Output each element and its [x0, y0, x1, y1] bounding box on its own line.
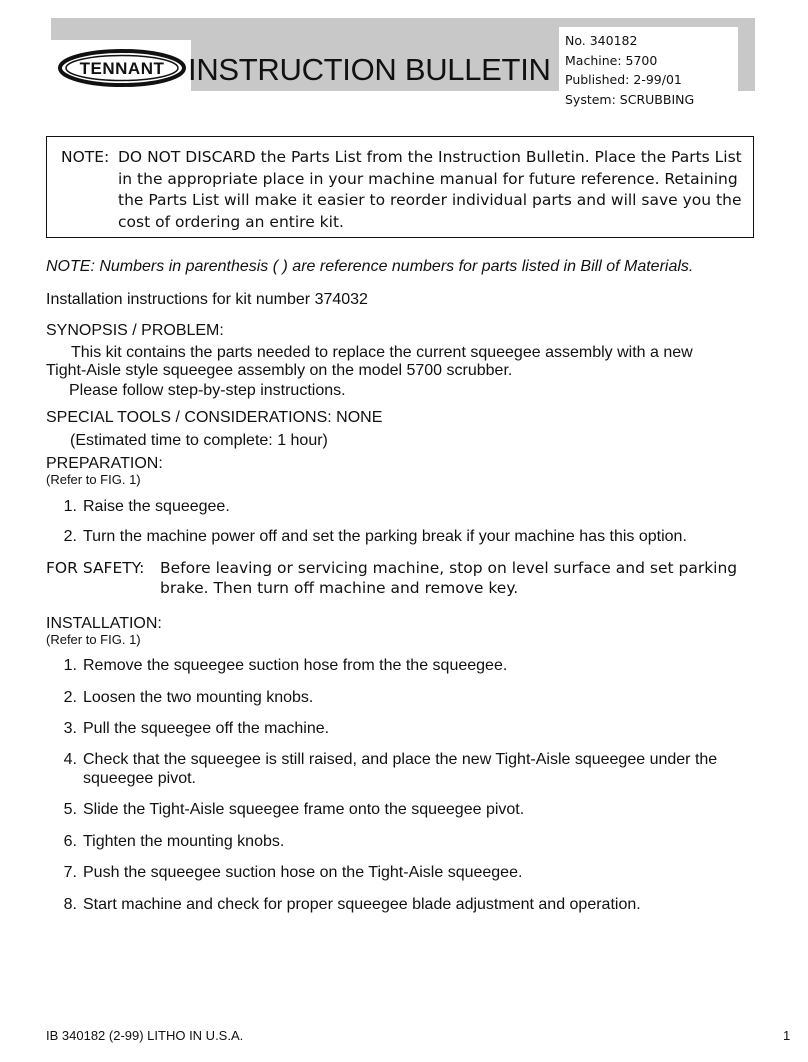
bulletin-number: No. 340182	[565, 33, 638, 48]
prep-step-text: Raise the squeegee.	[83, 498, 230, 515]
install-step-number: 6.	[63, 833, 77, 850]
install-step-text: Pull the squeegee off the machine.	[83, 720, 330, 737]
installation-fig-ref: (Refer to FIG. 1)	[46, 632, 141, 647]
prep-step-number: 1.	[63, 498, 77, 515]
install-step-number: 3.	[63, 720, 77, 737]
install-step-text: Loosen the two mounting knobs.	[83, 689, 314, 706]
synopsis-line-3: Please follow step-by-step instructions.	[69, 382, 346, 399]
estimated-time: (Estimated time to complete: 1 hour)	[70, 432, 328, 449]
install-step-number: 4.	[63, 751, 77, 768]
note-box	[46, 136, 754, 238]
safety-label: FOR SAFETY:	[46, 559, 145, 577]
bulletin-published: Published: 2-99/01	[565, 72, 682, 87]
prep-step-text: Turn the machine power off and set the parking break if your machine has this option.	[83, 528, 687, 545]
install-step-text-continued: squeegee pivot.	[83, 770, 196, 787]
install-step-number: 2.	[63, 689, 77, 706]
note-box-label: NOTE:	[61, 148, 110, 166]
install-step-number: 5.	[63, 801, 77, 818]
special-tools-heading: SPECIAL TOOLS / CONSIDERATIONS: NONE	[46, 409, 383, 426]
bulletin-meta	[559, 27, 738, 113]
preparation-heading: PREPARATION:	[46, 455, 163, 472]
bulletin-system: System: SCRUBBING	[565, 91, 695, 107]
preparation-fig-ref: (Refer to FIG. 1)	[46, 472, 141, 487]
install-step-number: 7.	[63, 864, 77, 881]
kit-number-line: Installation instructions for kit number 374032	[46, 291, 368, 308]
tennant-logo	[57, 48, 187, 88]
footer-print-info: IB 340182 (2-99) LITHO IN U.S.A.	[46, 1028, 244, 1043]
install-step-number: 1.	[63, 657, 77, 674]
install-step-text: Slide the Tight-Aisle squeegee frame onto the squeegee pivot.	[83, 801, 525, 818]
svg-text:TENNANT: TENNANT	[79, 59, 165, 78]
bulletin-title: INSTRUCTION BULLETIN	[188, 52, 551, 87]
install-step-text: Check that the squeegee is still raised, and place the new Tight-Aisle squeegee under the	[83, 751, 718, 768]
bulletin-machine: Machine: 5700	[565, 52, 658, 68]
install-step-text: Tighten the mounting knobs.	[83, 833, 285, 850]
installation-heading: INSTALLATION:	[46, 615, 162, 632]
synopsis-line-1: This kit contains the parts needed to replace the current squeegee assembly with a new	[71, 344, 693, 361]
prep-step-number: 2.	[63, 528, 77, 545]
safety-line-2: brake. Then turn off machine and remove key.	[160, 579, 519, 597]
note-box-text: DO NOT DISCARD the Parts List from the Instruction Bulletin. Place the Parts List in the appropriate place in your machine manual for future reference. Retaining the Parts List will make it easier to reorder individual parts and will save you the cost of ordering an entire kit.	[118, 148, 742, 231]
safety-line-1: Before leaving or servicing machine, stop on level surface and set parking	[160, 559, 738, 577]
synopsis-line-2: Tight-Aisle style squeegee assembly on the model 5700 scrubber.	[46, 362, 513, 379]
install-step-text: Remove the squeegee suction hose from the the squeegee.	[83, 657, 508, 674]
install-step-text: Start machine and check for proper squeegee blade adjustment and operation.	[83, 896, 641, 913]
reference-note: NOTE: Numbers in parenthesis ( ) are reference numbers for parts listed in Bill of Materials.	[46, 258, 694, 275]
page-number: 1	[783, 1028, 791, 1043]
install-step-text: Push the squeegee suction hose on the Tight-Aisle squeegee.	[83, 864, 523, 881]
install-step-number: 8.	[63, 896, 77, 913]
synopsis-heading: SYNOPSIS / PROBLEM:	[46, 322, 224, 339]
